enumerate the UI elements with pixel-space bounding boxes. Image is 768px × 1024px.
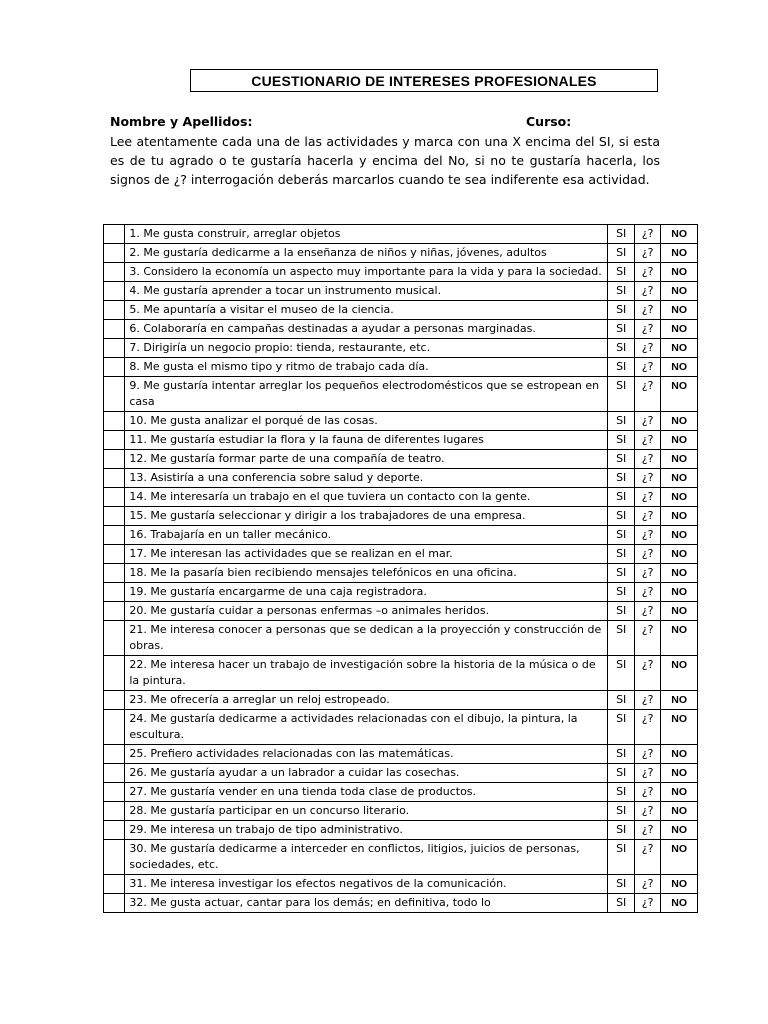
row-mark-cell[interactable] <box>104 545 125 564</box>
row-mark-cell[interactable] <box>104 764 125 783</box>
question-text: 15. Me gustaría seleccionar y dirigir a los trabajadores de una empresa. <box>125 507 608 526</box>
answer-unsure-cell[interactable]: ¿? <box>634 656 660 691</box>
answer-yes-cell[interactable]: SI <box>608 656 634 691</box>
row-mark-cell[interactable] <box>104 358 125 377</box>
question-row <box>104 583 698 602</box>
question-text: 17. Me interesan las actividades que se realizan en el mar. <box>125 545 608 564</box>
row-mark-cell[interactable] <box>104 691 125 710</box>
row-mark-cell[interactable] <box>104 564 125 583</box>
answer-yes-cell[interactable]: SI <box>608 431 634 450</box>
question-row <box>104 764 698 783</box>
question-text: 30. Me gustaría dedicarme a interceder en conflictos, litigios, juicios de personas, sociedades, etc. <box>125 840 608 875</box>
answer-yes-cell[interactable]: SI <box>608 783 634 802</box>
answer-yes-cell[interactable]: SI <box>608 469 634 488</box>
answer-unsure-cell[interactable]: ¿? <box>634 358 660 377</box>
question-text: 3. Considero la economía un aspecto muy importante para la vida y para la sociedad. <box>125 263 608 282</box>
answer-yes-cell[interactable]: SI <box>608 339 634 358</box>
answer-unsure-cell[interactable]: ¿? <box>634 339 660 358</box>
course-label: Curso: <box>526 114 572 129</box>
answer-yes-cell[interactable]: SI <box>608 802 634 821</box>
row-mark-cell[interactable] <box>104 377 125 412</box>
answer-unsure-cell[interactable]: ¿? <box>634 602 660 621</box>
answer-no-cell[interactable]: NO <box>661 225 698 244</box>
answer-no-cell[interactable]: NO <box>661 488 698 507</box>
answer-yes-cell[interactable]: SI <box>608 282 634 301</box>
answer-unsure-cell[interactable]: ¿? <box>634 282 660 301</box>
answer-unsure-cell[interactable]: ¿? <box>634 802 660 821</box>
row-mark-cell[interactable] <box>104 802 125 821</box>
answer-no-cell[interactable]: NO <box>661 339 698 358</box>
answer-yes-cell[interactable]: SI <box>608 564 634 583</box>
answer-no-cell[interactable]: NO <box>661 783 698 802</box>
answer-no-cell[interactable]: NO <box>661 244 698 263</box>
question-row <box>104 526 698 545</box>
question-text: 8. Me gusta el mismo tipo y ritmo de trabajo cada día. <box>125 358 608 377</box>
row-mark-cell[interactable] <box>104 301 125 320</box>
row-mark-cell[interactable] <box>104 875 125 894</box>
answer-unsure-cell[interactable]: ¿? <box>634 875 660 894</box>
question-row <box>104 282 698 301</box>
answer-unsure-cell[interactable]: ¿? <box>634 469 660 488</box>
answer-no-cell[interactable]: NO <box>661 469 698 488</box>
question-row <box>104 431 698 450</box>
answer-no-cell[interactable]: NO <box>661 431 698 450</box>
row-mark-cell[interactable] <box>104 450 125 469</box>
question-text: 26. Me gustaría ayudar a un labrador a cuidar las cosechas. <box>125 764 608 783</box>
answer-no-cell[interactable]: NO <box>661 526 698 545</box>
question-row <box>104 301 698 320</box>
answer-unsure-cell[interactable]: ¿? <box>634 225 660 244</box>
answer-unsure-cell[interactable]: ¿? <box>634 377 660 412</box>
answer-unsure-cell[interactable]: ¿? <box>634 821 660 840</box>
answer-unsure-cell[interactable]: ¿? <box>634 583 660 602</box>
question-text: 19. Me gustaría encargarme de una caja registradora. <box>125 583 608 602</box>
answer-yes-cell[interactable]: SI <box>608 621 634 656</box>
answer-no-cell[interactable]: NO <box>661 263 698 282</box>
answer-no-cell[interactable]: NO <box>661 764 698 783</box>
answer-no-cell[interactable]: NO <box>661 545 698 564</box>
answer-yes-cell[interactable]: SI <box>608 320 634 339</box>
question-row <box>104 488 698 507</box>
answer-yes-cell[interactable]: SI <box>608 450 634 469</box>
answer-unsure-cell[interactable]: ¿? <box>634 263 660 282</box>
answer-unsure-cell[interactable]: ¿? <box>634 764 660 783</box>
question-row <box>104 894 698 913</box>
answer-no-cell[interactable]: NO <box>661 320 698 339</box>
row-mark-cell[interactable] <box>104 526 125 545</box>
row-mark-cell[interactable] <box>104 821 125 840</box>
answer-unsure-cell[interactable]: ¿? <box>634 507 660 526</box>
question-text: 12. Me gustaría formar parte de una compañía de teatro. <box>125 450 608 469</box>
answer-unsure-cell[interactable]: ¿? <box>634 545 660 564</box>
row-mark-cell[interactable] <box>104 840 125 875</box>
question-text: 28. Me gustaría participar en un concurso literario. <box>125 802 608 821</box>
question-text: 25. Prefiero actividades relacionadas con las matemáticas. <box>125 745 608 764</box>
question-row <box>104 469 698 488</box>
answer-yes-cell[interactable]: SI <box>608 545 634 564</box>
answer-unsure-cell[interactable]: ¿? <box>634 783 660 802</box>
name-label: Nombre y Apellidos: <box>110 114 253 129</box>
answer-no-cell[interactable]: NO <box>661 602 698 621</box>
row-mark-cell[interactable] <box>104 431 125 450</box>
question-text: 14. Me interesaría un trabajo en el que tuviera un contacto con la gente. <box>125 488 608 507</box>
answer-unsure-cell[interactable]: ¿? <box>634 488 660 507</box>
answer-no-cell[interactable]: NO <box>661 821 698 840</box>
question-row <box>104 802 698 821</box>
question-row <box>104 840 698 875</box>
question-row <box>104 545 698 564</box>
answer-yes-cell[interactable]: SI <box>608 602 634 621</box>
answer-unsure-cell[interactable]: ¿? <box>634 526 660 545</box>
answer-no-cell[interactable]: NO <box>661 377 698 412</box>
answer-yes-cell[interactable]: SI <box>608 840 634 875</box>
questionnaire-title: CUESTIONARIO DE INTERESES PROFESIONALES <box>190 69 658 92</box>
question-row <box>104 377 698 412</box>
answer-yes-cell[interactable]: SI <box>608 488 634 507</box>
question-row <box>104 821 698 840</box>
answer-no-cell[interactable]: NO <box>661 691 698 710</box>
answer-unsure-cell[interactable]: ¿? <box>634 745 660 764</box>
question-row <box>104 225 698 244</box>
row-mark-cell[interactable] <box>104 488 125 507</box>
answer-yes-cell[interactable]: SI <box>608 507 634 526</box>
answer-yes-cell[interactable]: SI <box>608 526 634 545</box>
answer-no-cell[interactable]: NO <box>661 621 698 656</box>
question-row <box>104 656 698 691</box>
row-mark-cell[interactable] <box>104 339 125 358</box>
answer-no-cell[interactable]: NO <box>661 358 698 377</box>
question-text: 5. Me apuntaría a visitar el museo de la ciencia. <box>125 301 608 320</box>
question-row <box>104 783 698 802</box>
answer-yes-cell[interactable]: SI <box>608 875 634 894</box>
question-text: 11. Me gustaría estudiar la flora y la fauna de diferentes lugares <box>125 431 608 450</box>
question-row <box>104 320 698 339</box>
answer-no-cell[interactable]: NO <box>661 564 698 583</box>
answer-yes-cell[interactable]: SI <box>608 225 634 244</box>
row-mark-cell[interactable] <box>104 469 125 488</box>
answer-yes-cell[interactable]: SI <box>608 377 634 412</box>
answer-unsure-cell[interactable]: ¿? <box>634 710 660 745</box>
question-text: 31. Me interesa investigar los efectos negativos de la comunicación. <box>125 875 608 894</box>
row-mark-cell[interactable] <box>104 621 125 656</box>
answer-no-cell[interactable]: NO <box>661 412 698 431</box>
answer-yes-cell[interactable]: SI <box>608 244 634 263</box>
question-row <box>104 412 698 431</box>
row-mark-cell[interactable] <box>104 244 125 263</box>
answer-no-cell[interactable]: NO <box>661 710 698 745</box>
row-mark-cell[interactable] <box>104 783 125 802</box>
row-mark-cell[interactable] <box>104 656 125 691</box>
question-row <box>104 263 698 282</box>
answer-unsure-cell[interactable]: ¿? <box>634 431 660 450</box>
question-text: 21. Me interesa conocer a personas que se dedican a la proyección y construcción de obras. <box>125 621 608 656</box>
question-row <box>104 244 698 263</box>
question-text: 7. Dirigiría un negocio propio: tienda, restaurante, etc. <box>125 339 608 358</box>
row-mark-cell[interactable] <box>104 710 125 745</box>
question-text: 22. Me interesa hacer un trabajo de investigación sobre la historia de la música o de la pintura. <box>125 656 608 691</box>
row-mark-cell[interactable] <box>104 412 125 431</box>
question-row <box>104 745 698 764</box>
answer-no-cell[interactable]: NO <box>661 894 698 913</box>
answer-unsure-cell[interactable]: ¿? <box>634 564 660 583</box>
question-text: 4. Me gustaría aprender a tocar un instrumento musical. <box>125 282 608 301</box>
question-row <box>104 339 698 358</box>
question-row <box>104 564 698 583</box>
answer-yes-cell[interactable]: SI <box>608 301 634 320</box>
answer-unsure-cell[interactable]: ¿? <box>634 840 660 875</box>
row-mark-cell[interactable] <box>104 225 125 244</box>
answer-yes-cell[interactable]: SI <box>608 710 634 745</box>
question-text: 13. Asistiría a una conferencia sobre salud y deporte. <box>125 469 608 488</box>
answer-yes-cell[interactable]: SI <box>608 583 634 602</box>
row-mark-cell[interactable] <box>104 602 125 621</box>
answer-yes-cell[interactable]: SI <box>608 358 634 377</box>
answer-no-cell[interactable]: NO <box>661 875 698 894</box>
question-text: 29. Me interesa un trabajo de tipo administrativo. <box>125 821 608 840</box>
answer-unsure-cell[interactable]: ¿? <box>634 621 660 656</box>
row-mark-cell[interactable] <box>104 745 125 764</box>
question-text: 10. Me gusta analizar el porqué de las cosas. <box>125 412 608 431</box>
answer-no-cell[interactable]: NO <box>661 282 698 301</box>
question-row <box>104 710 698 745</box>
answer-unsure-cell[interactable]: ¿? <box>634 450 660 469</box>
question-text: 2. Me gustaría dedicarme a la enseñanza de niños y niñas, jóvenes, adultos <box>125 244 608 263</box>
answer-yes-cell[interactable]: SI <box>608 412 634 431</box>
question-text: 16. Trabajaría en un taller mecánico. <box>125 526 608 545</box>
answer-no-cell[interactable]: NO <box>661 840 698 875</box>
question-text: 1. Me gusta construir, arreglar objetos <box>125 225 608 244</box>
answer-no-cell[interactable]: NO <box>661 583 698 602</box>
answer-yes-cell[interactable]: SI <box>608 745 634 764</box>
question-text: 32. Me gusta actuar, cantar para los demás; en definitiva, todo lo <box>125 894 608 913</box>
question-text: 24. Me gustaría dedicarme a actividades relacionadas con el dibujo, la pintura, la escultura. <box>125 710 608 745</box>
answer-no-cell[interactable]: NO <box>661 745 698 764</box>
row-mark-cell[interactable] <box>104 282 125 301</box>
question-row <box>104 691 698 710</box>
question-row <box>104 621 698 656</box>
question-row <box>104 875 698 894</box>
answer-unsure-cell[interactable]: ¿? <box>634 320 660 339</box>
question-text: 18. Me la pasaría bien recibiendo mensajes telefónicos en una oficina. <box>125 564 608 583</box>
answer-no-cell[interactable]: NO <box>661 301 698 320</box>
row-mark-cell[interactable] <box>104 894 125 913</box>
answer-no-cell[interactable]: NO <box>661 656 698 691</box>
question-text: 27. Me gustaría vender en una tienda toda clase de productos. <box>125 783 608 802</box>
answer-unsure-cell[interactable]: ¿? <box>634 894 660 913</box>
answer-unsure-cell[interactable]: ¿? <box>634 412 660 431</box>
question-text: 9. Me gustaría intentar arreglar los pequeños electrodomésticos que se estropean en casa <box>125 377 608 412</box>
answer-yes-cell[interactable]: SI <box>608 821 634 840</box>
row-mark-cell[interactable] <box>104 263 125 282</box>
question-text: 20. Me gustaría cuidar a personas enfermas –o animales heridos. <box>125 602 608 621</box>
answer-yes-cell[interactable]: SI <box>608 764 634 783</box>
question-text: 6. Colaboraría en campañas destinadas a ayudar a personas marginadas. <box>125 320 608 339</box>
answer-unsure-cell[interactable]: ¿? <box>634 244 660 263</box>
question-text: 23. Me ofrecería a arreglar un reloj estropeado. <box>125 691 608 710</box>
questions-table <box>103 224 698 913</box>
question-row <box>104 602 698 621</box>
answer-no-cell[interactable]: NO <box>661 802 698 821</box>
answer-unsure-cell[interactable]: ¿? <box>634 301 660 320</box>
row-mark-cell[interactable] <box>104 507 125 526</box>
instructions-paragraph: Lee atentamente cada una de las actividades y marca con una X encima del SI, si esta es de tu agrado o te gustaría hacerla y encima del No, si no te gustaría hacerla, los signos de ¿? interrogación deberás marcarlos cuando te sea indiferente esa actividad. <box>110 134 660 187</box>
answer-yes-cell[interactable]: SI <box>608 894 634 913</box>
answer-yes-cell[interactable]: SI <box>608 263 634 282</box>
answer-no-cell[interactable]: NO <box>661 507 698 526</box>
answer-unsure-cell[interactable]: ¿? <box>634 691 660 710</box>
header-fields <box>110 112 660 132</box>
row-mark-cell[interactable] <box>104 320 125 339</box>
answer-no-cell[interactable]: NO <box>661 450 698 469</box>
question-row <box>104 507 698 526</box>
question-row <box>104 358 698 377</box>
question-row <box>104 450 698 469</box>
answer-yes-cell[interactable]: SI <box>608 691 634 710</box>
row-mark-cell[interactable] <box>104 583 125 602</box>
